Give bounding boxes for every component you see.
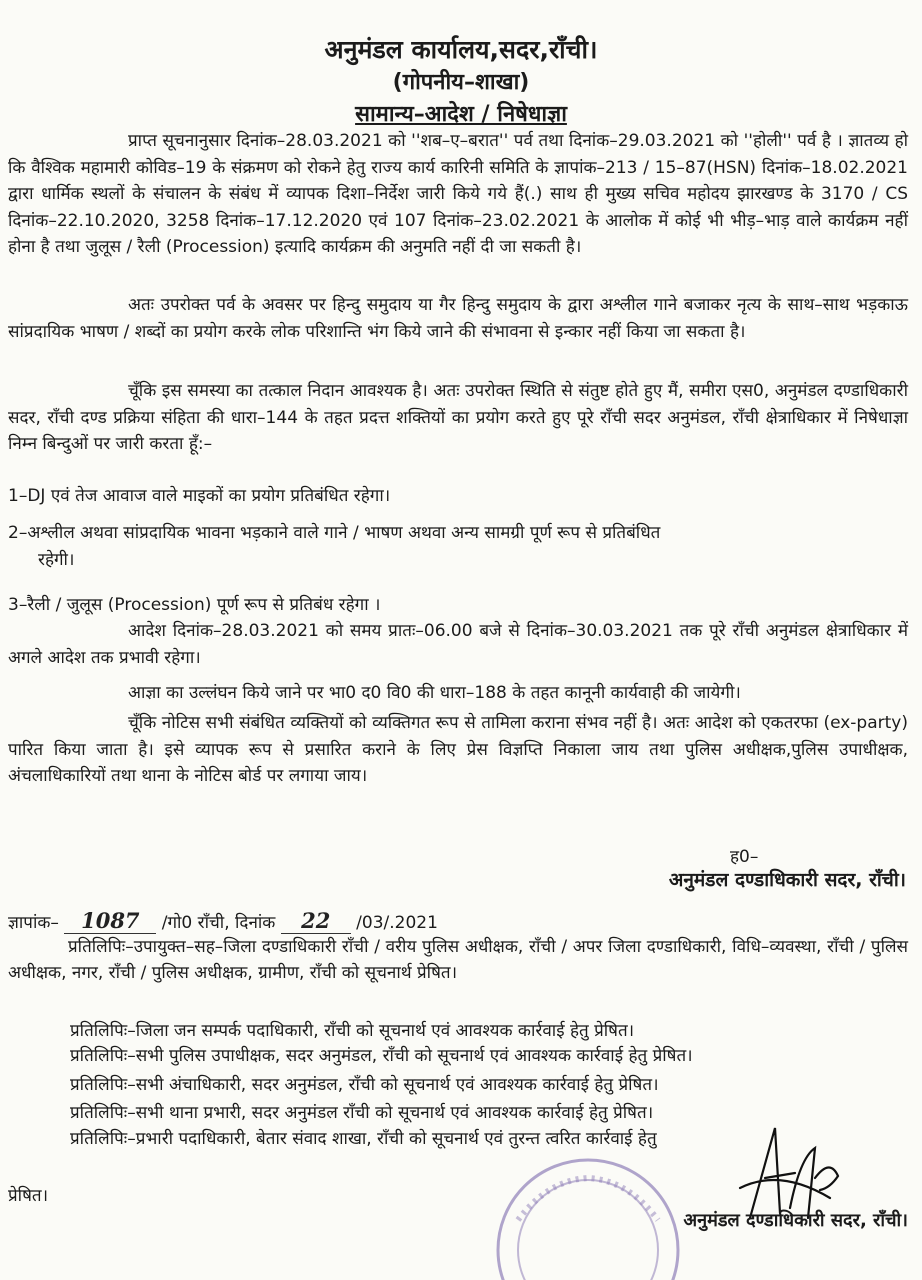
signed-mark: ह0–	[730, 847, 759, 867]
copy-to-3: प्रतिलिपिः–सभी पुलिस उपाधीक्षक, सदर अनुमंडल, राँची को सूचनार्थ एवं आवश्यक कार्रवाई हेतु प्रेषित।	[70, 1046, 693, 1066]
copy-to-6-tail: प्रेषित।	[8, 1186, 49, 1206]
memo-suffix: /03/.2021	[356, 913, 438, 933]
paragraph-2: अतः उपरोक्त पर्व के अवसर पर हिन्दु समुदाय या गैर हिन्दु समुदाय के द्वारा अश्लील गाने बजाकर नृत्य के साथ–साथ भड़काऊ सांप्रदायिक भाषण / शब्दों का प्रयोग करके लोक परिशान्ति भंग किये जाने की संभावना से इन्कार नहीं किया जा सकता है।	[8, 295, 908, 342]
order-item-2-line: 2–अश्लील अथवा सांप्रदायिक भावना भड़काने वाले गाने / भाषण अथवा अन्य सामग्री पूर्ण रूप से प्रतिबंधित	[8, 523, 661, 543]
paragraph-4: आदेश दिनांक–28.03.2021 को समय प्रातः–06.00 बजे से दिनांक–30.03.2021 तक पूरे राँची अनुमंडल क्षेत्राधिकार में अगले आदेश तक प्रभावी रहेगा।	[8, 621, 908, 668]
copy-to-6: प्रतिलिपिः–प्रभारी पदाधिकारी, बेतार संवाद शाखा, राँची को सूचनार्थ एवं तुरन्त त्वरित कार्रवाई हेतु	[70, 1129, 657, 1149]
subject-text: सामान्य–आदेश / निषेधाज्ञा	[355, 102, 567, 127]
paragraph-1: प्राप्त सूचनानुसार दिनांक–28.03.2021 को ''शब–ए–बरात'' पर्व तथा दिनांक–29.03.2021 को ''होली'' पर्व है । ज्ञातव्य हो कि वैश्विक महामारी कोविड–19 के संक्रमण को रोकने हेतु राज्य कार्य कारिनी समिति के ज्ञापांक–213 / 15–87(HSN) दिनांक–18.02.2021 द्वारा धार्मिक स्थलों के संचालन के संबंध में व्यापक दिशा–निर्देश जारी किये गये हैं(.) साथ ही मुख्य सचिव महोदय झारखण्ड के 3170 / CS दिनांक–22.10.2020, 3258 दिनांक–17.12.2020 एवं 107 दिनांक–23.02.2021 के आलोक में कोई भी भीड़–भाड़ वाले कार्यक्रम नहीं होना है तथा जुलूस / रैली (Procession) इत्यादि कार्यक्रम की अनुमति नहीं दी जा सकती है।	[8, 131, 908, 257]
office-stamp	[488, 1140, 688, 1280]
copy-to-5: प्रतिलिपिः–सभी थाना प्रभारी, सदर अनुमंडल राँची को सूचनार्थ एवं आवश्यक कार्रवाई हेतु प्रेषित।	[70, 1103, 654, 1123]
order-item-3: 3–रैली / जुलूस (Procession) पूर्ण रूप से प्रतिबंध रहेगा ।	[8, 595, 381, 615]
order-item-1: 1–DJ एवं तेज आवाज वाले माइकों का प्रयोग प्रतिबंधित रहेगा।	[8, 486, 391, 506]
branch-title: (गोपनीय–शाखा)	[392, 70, 530, 95]
memo-day: 22	[281, 908, 351, 934]
copy-to-1: प्रतिलिपिः–उपायुक्त–सह–जिला दण्डाधिकारी राँची / वरीय पुलिस अधीक्षक, राँची / अपर जिला दण्डाधिकारी, विधि–व्यवस्था, राँची / पुलिस अधीक्षक, नगर, राँची / पुलिस अधीक्षक, ग्रामीण, राँची को सूचनार्थ प्रेषित।	[8, 937, 908, 983]
memo-prefix: ज्ञापांक–	[8, 913, 59, 933]
subject-title	[0, 98, 922, 128]
paragraph-6: चूँकि नोटिस सभी संबंधित व्यक्तियों को व्यक्तिगत रूप से तामिला कराना संभव नहीं है। अतः आदेश को एकतरफा (ex-party) पारित किया जाता है। इसे व्यापक रूप से प्रसारित कराने के लिए प्रेस विज्ञप्ति निकाला जाय तथा पुलिस अधीक्षक,पुलिस उपाधीक्षक, अंचलाधिकारियों तथा थाना के नोटिस बोर्ड पर लगाया जाय।	[8, 713, 908, 786]
office-title: अनुमंडल कार्यालय,सदर,राँची।	[324, 35, 598, 64]
order-item-2-cont: रहेगी।	[38, 549, 75, 570]
memo-mid: /गो0 राँची, दिनांक	[161, 913, 276, 933]
copy-to-2: प्रतिलिपिः–जिला जन सम्पर्क पदाधिकारी, राँची को सूचनार्थ एवं आवश्यक कार्रवाई हेतु प्रेषित।	[70, 1021, 635, 1041]
signature-designation: अनुमंडल दण्डाधिकारी सदर, राँची।	[668, 869, 906, 891]
copy-to-4: प्रतिलिपिः–सभी अंचाधिकारी, सदर अनुमंडल, राँची को सूचनार्थ एवं आवश्यक कार्रवाई हेतु प्रेषित।	[70, 1075, 659, 1095]
paragraph-3: चूँकि इस समस्या का तत्काल निदान आवश्यक है। अतः उपरोक्त स्थिति से संतुष्ट होते हुए मैं, समीरा एस0, अनुमंडल दण्डाधिकारी सदर, राँची दण्ड प्रक्रिया संहिता की धारा–144 के तहत प्रदत्त शक्तियों का प्रयोग करते हुए पूरे राँची सदर अनुमंडल, राँची क्षेत्राधिकार में निषेधाज्ञा निम्न बिन्दुओं पर जारी करता हूँ:–	[8, 381, 908, 454]
paragraph-5: आज्ञा का उल्लंघन किये जाने पर भा0 द0 वि0 की धारा–188 के तहत कानूनी कार्यवाही की जायेगी।	[128, 683, 741, 703]
final-signature: अनुमंडल दण्डाधिकारी सदर, राँची।	[683, 1210, 908, 1231]
order-item-2	[8, 520, 908, 573]
memo-line	[8, 908, 438, 934]
memo-number: 1087	[64, 908, 156, 934]
